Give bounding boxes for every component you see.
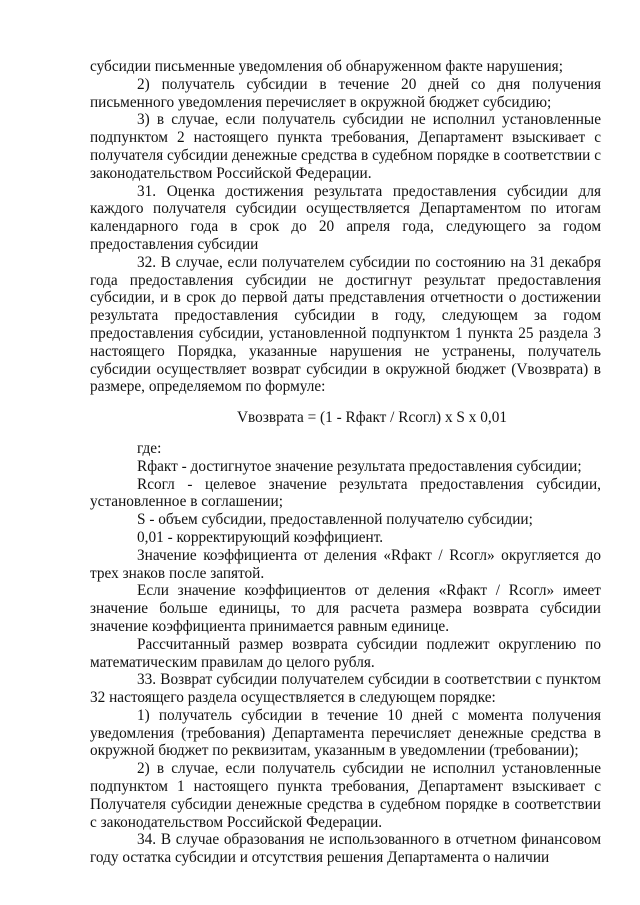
paragraph-33-item-1: 1) получатель субсидии в течение 10 дней с момента получения уведомления (требования) Департамента перечисляет денежные средства в окружной бюджет по реквизитам, указанным в уведомлении (требовании); (90, 706, 601, 760)
paragraph-31: 31. Оценка достижения результата предоставления субсидии для каждого получателя субсидии осуществляется Департаментом по итогам календарного года в срок до 20 апреля года, следующего за годом предоставления субсидии (90, 182, 601, 253)
document-body (90, 58, 601, 867)
paragraph-32: 32. В случае, если получателем субсидии по состоянию на 31 декабря года предоставления субсидии не достигнут результат предоставления субсидии, и в срок до первой даты представления отчетности о достижении результата предоставления субсидии в году, следующем за годом предоставления субсидии, установленной подпунктом 1 пункта 25 раздела 3 настоящего Порядка, указанные нарушения не устранены, получатель субсидии осуществляет возврат субсидии в окружной бюджет (Vвозврата) в размере, определяемом по формуле: (90, 253, 601, 396)
paragraph-30-item-2: 2) получатель субсидии в течение 20 дней со дня получения письменного уведомления перечисляет в окружной бюджет субсидию; (90, 75, 601, 111)
rounding-rule-rubles: Рассчитанный размер возврата субсидии подлежит округлению по математическим правилам до целого рубля. (90, 635, 601, 671)
coefficient-cap-rule: Если значение коэффициентов от деления «Rфакт / Rсогл» имеет значение больше единицы, то для расчета размера возврата субсидии значение коэффициента принимается равным единице. (90, 582, 601, 635)
paragraph-34: 34. В случае образования не использованного в отчетном финансовом году остатка субсидии и отсутствия решения Департамента о наличии (90, 831, 601, 867)
paragraph-33-item-2: 2) в случае, если получатель субсидии не исполнил установленные подпунктом 1 настоящего пункта требования, Департамент взыскивает с Получателя субсидии денежные средства в судебном порядке в соответствии с законодательством Российской Федерации. (90, 760, 601, 831)
rounding-rule-coefficient: Значение коэффициента от деления «Rфакт / Rсогл» округляется до трех знаков после запятой. (90, 546, 601, 582)
paragraph-continuation: субсидии письменные уведомления об обнаруженном факте нарушения; (90, 58, 563, 75)
paragraph-33: 33. Возврат субсидии получателем субсидии в соответствии с пунктом 32 настоящего раздела осуществляется в следующем порядке: (90, 671, 601, 707)
definition-rfact: Rфакт - достигнутое значение результата предоставления субсидии; (137, 457, 582, 475)
formula-where-label: где: (137, 439, 162, 457)
refund-formula: Vвозврата = (1 - Rфакт / Rсогл) x S x 0,01 (237, 409, 507, 427)
definition-rsogl: Rсогл - целевое значение результата предоставления субсидии, установленное в соглашении; (90, 475, 601, 511)
definition-s: S - объем субсидии, предоставленной получателю субсидии; (137, 511, 533, 529)
paragraph-30-item-3: 3) в случае, если получатель субсидии не исполнил установленные подпунктом 2 настоящего пункта требования, Департамент взыскивает с получателя субсидии денежные средства в судебном порядке в соответствии с законодательством Российской Федерации. (90, 111, 601, 182)
definition-coefficient: 0,01 - корректирующий коэффициент. (137, 528, 384, 546)
